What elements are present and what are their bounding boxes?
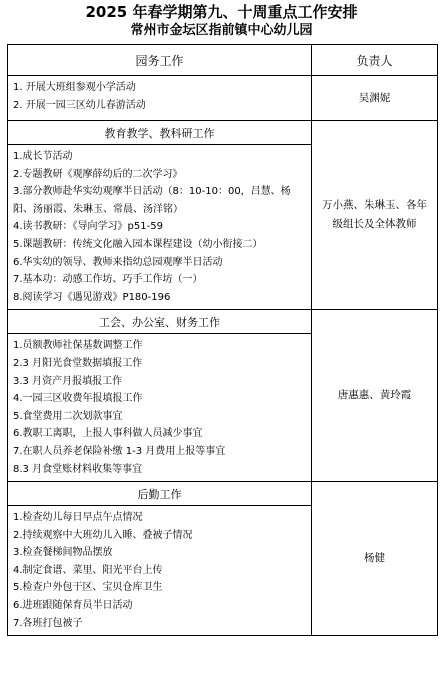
list-item: 7.各班打包被子 (13, 617, 83, 629)
task-list-campus (8, 76, 312, 121)
list-item: 5.检查户外包干区、宝贝仓库卫生 (13, 582, 163, 594)
table-row (8, 76, 438, 121)
header-owner: 负责人 (312, 45, 438, 76)
list-item: 2. 开展一园三区幼儿春游活动 (13, 99, 146, 111)
section-title-teaching: 教育教学、教科研工作 (8, 121, 312, 145)
list-item: 3.3 月资产月报填报工作 (13, 375, 123, 387)
list-item: 7.基本功：动感工作坊、巧手工作坊（一） (13, 274, 203, 286)
list-item: 6.教职工离职，上报人事科做人员减少事宜 (13, 428, 203, 440)
list-item: 4.制定食谱、菜里、阳光平台上传 (13, 564, 163, 576)
list-item: 3.检查餐梯间物品摆放 (13, 547, 113, 559)
list-item: 8.阅读学习《遇见游戏》P180-196 (13, 291, 171, 303)
list-item: 4.读书教研：《导向学习》p51-59 (13, 221, 163, 233)
task-list-logistics (8, 506, 312, 636)
list-item: 3.部分教师赴华实幼观摩半日活动（8：10-10：00，吕慧、杨阳、汤丽霞、朱琳玉、常晨、汤洋铭） (13, 186, 291, 215)
document-title: 2025 年春学期第九、十周重点工作安排 (85, 3, 358, 21)
work-plan-table (7, 44, 438, 636)
document-subtitle: 常州市金坛区指前镇中心幼儿园 (130, 23, 313, 38)
table-header-row (8, 45, 438, 76)
list-item: 6.进班跟随保育员半日活动 (13, 600, 133, 612)
section-title-office: 工会、办公室、财务工作 (8, 310, 312, 334)
section-row (8, 310, 438, 334)
list-item: 6.华实幼的领导、教师来指幼总园观摩半日活动 (13, 256, 223, 268)
list-item: 1.员额教师社保基数调整工作 (13, 340, 143, 352)
list-item: 2.专题教研《观摩薛幼后的二次学习》 (13, 168, 183, 180)
list-item: 1. 开展大班组参观小学活动 (13, 82, 136, 93)
task-list-office (8, 334, 312, 482)
owner-office: 唐惠惠、黄玲霞 (312, 310, 438, 482)
list-item: 8.3 月食堂账材料收集等事宜 (13, 463, 143, 475)
list-item: 4.一园三区收费年报填报工作 (13, 393, 143, 405)
list-item: 2.持续观察中大班幼儿入睡、叠被子情况 (13, 529, 193, 541)
list-item: 1.检查幼儿每日早点午点情况 (13, 512, 143, 524)
list-item: 7.在职人员养老保险补缴 1-3 月费用上报等事宜 (13, 445, 226, 457)
list-item: 1.成长节活动 (13, 151, 73, 162)
list-item: 2.3 月阳光食堂数据填报工作 (13, 357, 143, 369)
task-list-teaching (8, 145, 312, 310)
section-row (8, 121, 438, 145)
owner-campus: 吴渊妮 (312, 76, 438, 121)
list-item: 5.食堂费用二次划款事宜 (13, 410, 123, 422)
header-tasks: 园务工作 (8, 45, 312, 76)
section-row (8, 482, 438, 506)
list-item: 5.课题教研：传统文化融入园本课程建设（幼小衔接二） (13, 238, 263, 250)
owner-logistics: 杨健 (312, 482, 438, 636)
section-title-logistics: 后勤工作 (8, 482, 312, 506)
owner-teaching: 万小燕、朱琳玉、各年级组长及全体教师 (312, 121, 438, 310)
